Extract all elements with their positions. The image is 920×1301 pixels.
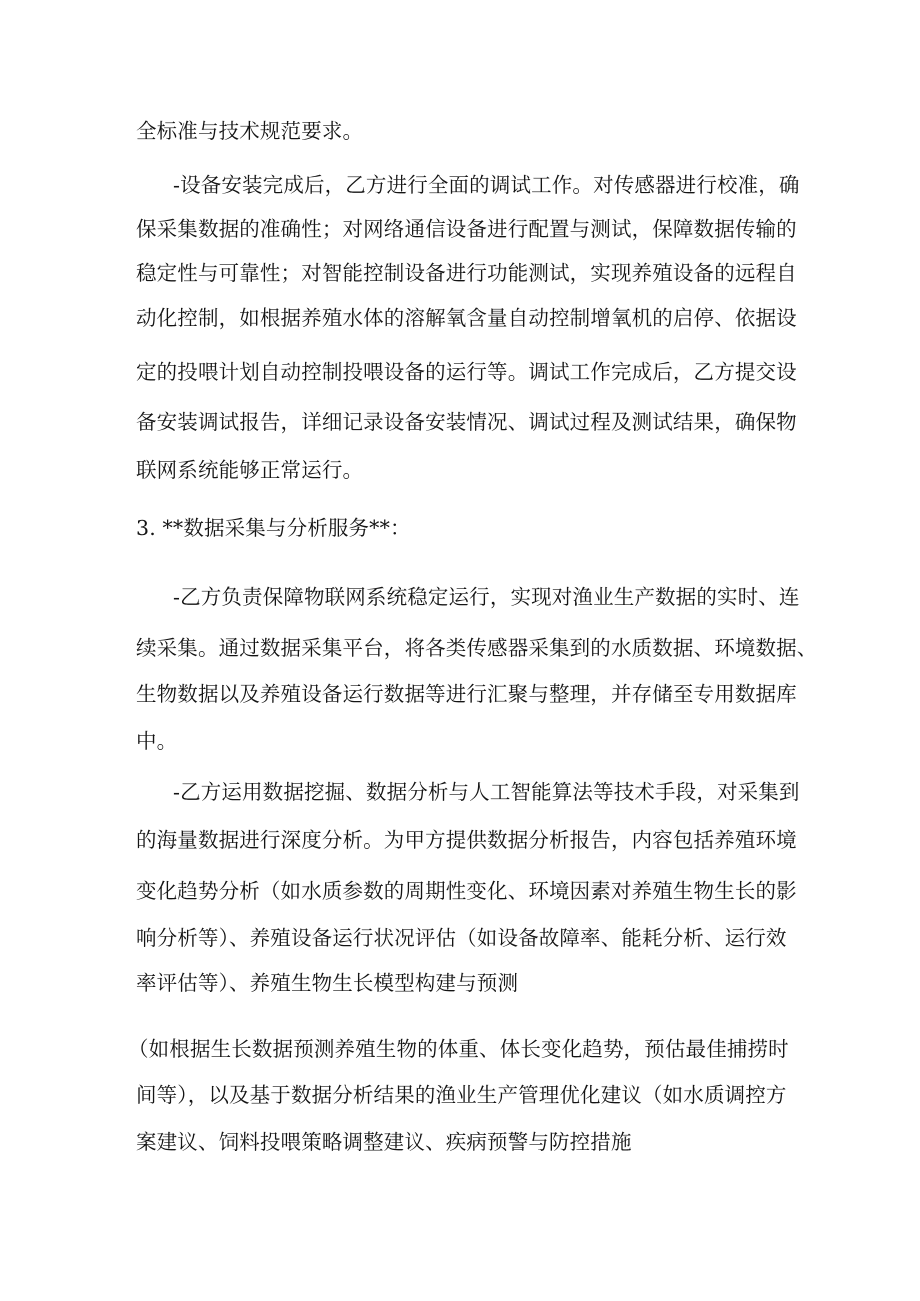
text-line: 间等），以及基于数据分析结果的渔业生产管理优化建议（如水质调控方 xyxy=(136,1083,787,1107)
text-line: -设备安装完成后，乙方进行全面的调试工作。对传感器进行校准，确 xyxy=(173,173,800,197)
text-line: 的海量数据进行深度分析。为甲方提供数据分析报告，内容包括养殖环境 xyxy=(136,828,797,852)
text-line: -乙方负责保障物联网系统稳定运行，实现对渔业生产数据的实时、连 xyxy=(173,585,800,609)
text-line: -乙方运用数据挖掘、数据分析与人工智能算法等技术手段，对采集到 xyxy=(173,780,800,804)
text-line: 中。 xyxy=(136,729,178,753)
text-line: 响分析等）、养殖设备运行状况评估（如设备故障率、能耗分析、运行效 xyxy=(136,926,787,950)
text-line: 全标准与技术规范要求。 xyxy=(136,119,364,143)
text-line: 稳定性与可靠性；对智能控制设备进行功能测试，实现养殖设备的远程自 xyxy=(136,261,797,285)
text-line: 续采集。通过数据采集平台，将各类传感器采集到的水质数据、环境数据、 xyxy=(136,636,818,660)
text-line: 保采集数据的准确性；对网络通信设备进行配置与测试，保障数据传输的 xyxy=(136,217,797,241)
text-line: 备安装调试报告，详细记录设备安装情况、调试过程及测试结果，确保物 xyxy=(136,410,797,434)
section-heading: 3. **数据采集与分析服务**： xyxy=(136,516,411,540)
text-line: 联网系统能够正常运行。 xyxy=(136,458,364,482)
text-line: （如根据生长数据预测养殖生物的体重、体长变化趋势，预估最佳捕捞时 xyxy=(128,1037,789,1061)
text-line: 案建议、饲料投喂策略调整建议、疾病预警与防控措施 xyxy=(136,1130,632,1154)
text-line: 定的投喂计划自动控制投喂设备的运行等。调试工作完成后，乙方提交设 xyxy=(136,360,797,384)
text-line: 变化趋势分析（如水质参数的周期性变化、环境因素对养殖生物生长的影 xyxy=(136,879,797,903)
text-line: 生物数据以及养殖设备运行数据等进行汇聚与整理，并存储至专用数据库 xyxy=(136,682,797,706)
text-line: 动化控制，如根据养殖水体的溶解氧含量自动控制增氧机的启停、依据设 xyxy=(136,306,797,330)
text-line: 率评估等）、养殖生物生长模型构建与预测 xyxy=(136,971,519,995)
